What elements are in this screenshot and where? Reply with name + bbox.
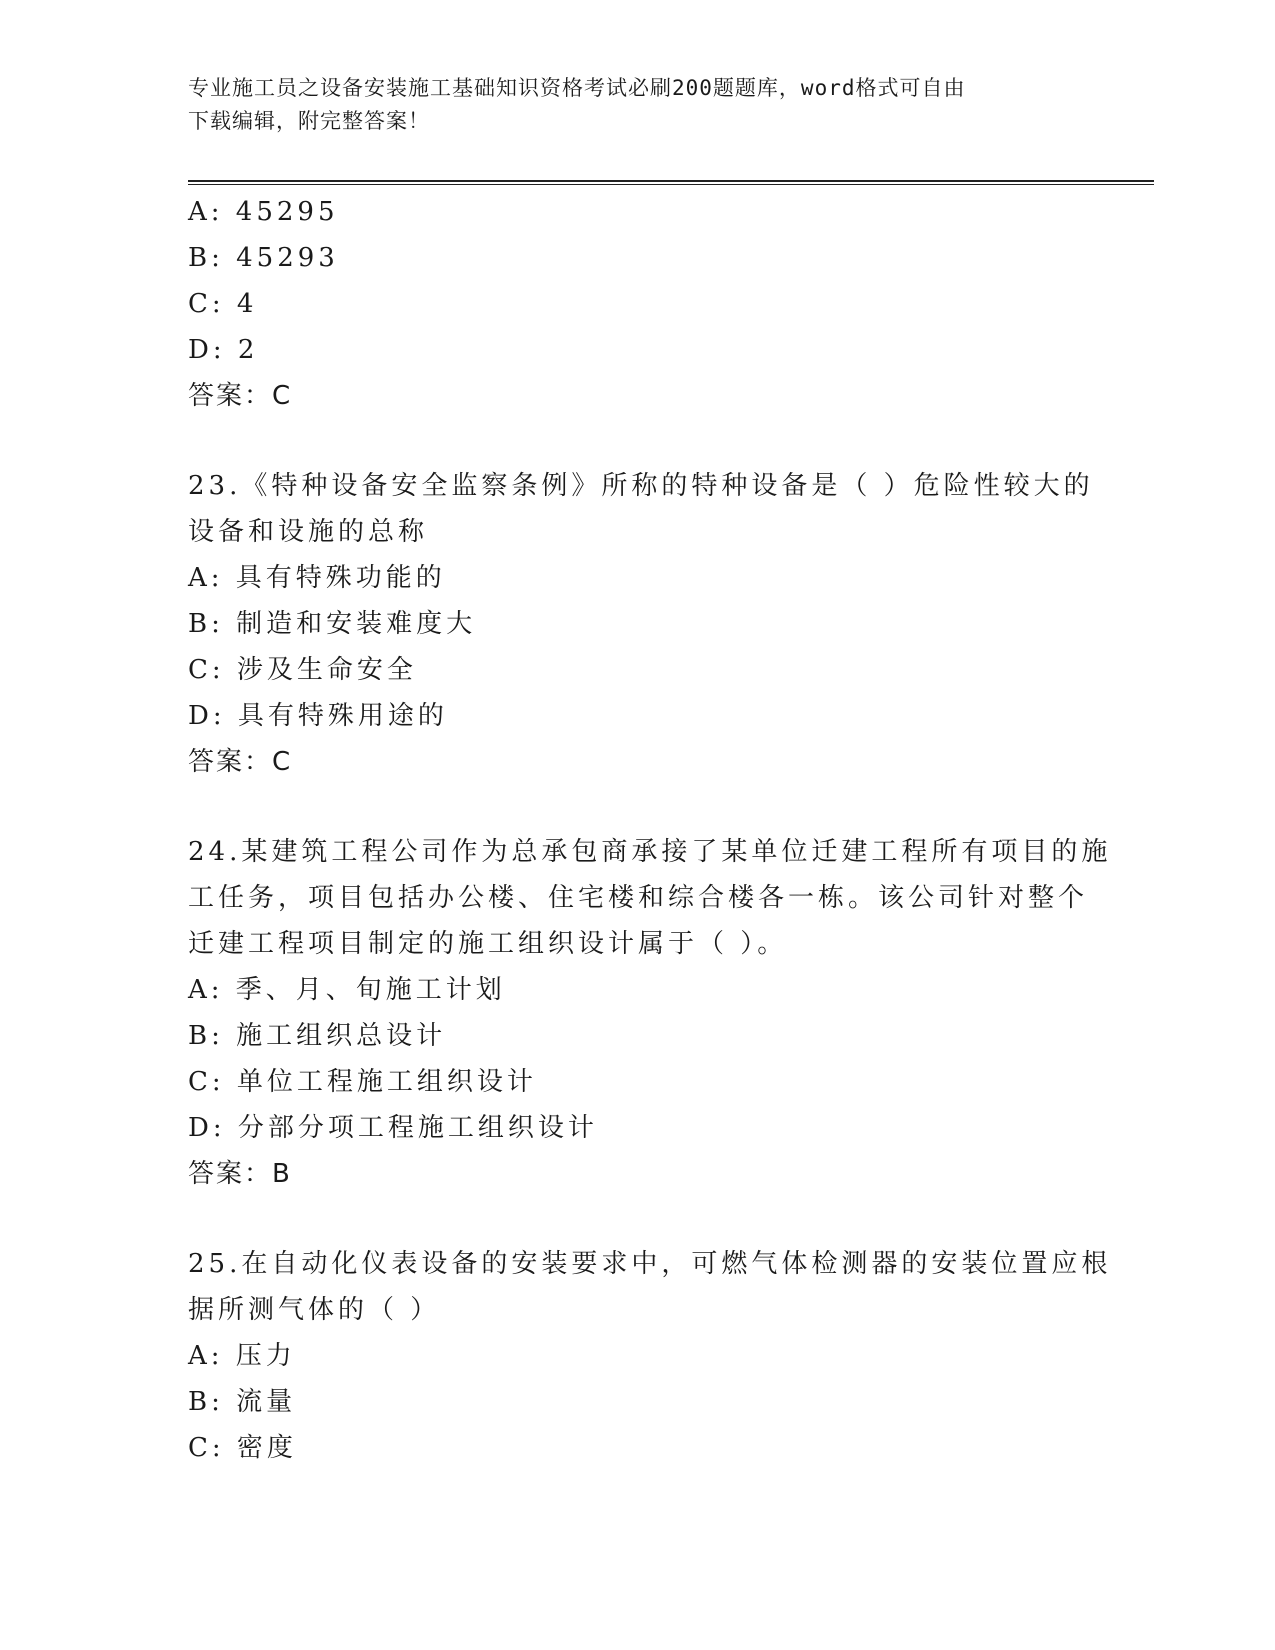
answer-line: 答案：C [188, 747, 293, 777]
option-c: C: 单位工程施工组织设计 [188, 1067, 537, 1097]
question-stem-line: 工任务，项目包括办公楼、住宅楼和综合楼各一栋。该公司针对整个 [188, 883, 1089, 913]
document-header [188, 72, 1088, 138]
question-stem-line: 24.某建筑工程公司作为总承包商承接了某单位迁建工程所有项目的施 [188, 837, 1112, 867]
option-d: D: 具有特殊用途的 [188, 701, 448, 731]
answer-line: 答案：C [188, 381, 293, 411]
option-b: B: 施工组织总设计 [188, 1021, 447, 1051]
question-stem-line: 25.在自动化仪表设备的安装要求中，可燃气体检测器的安装位置应根 [188, 1249, 1112, 1279]
question-22-continued [188, 189, 1088, 419]
option-a: A: 45295 [188, 197, 339, 227]
question-23 [188, 463, 1094, 785]
option-b: B: 流量 [188, 1387, 297, 1417]
option-d: D: 2 [188, 335, 259, 365]
spacer [188, 419, 1088, 463]
option-c: C: 4 [188, 289, 258, 319]
header-line-2: 下载编辑，附完整答案！ [188, 109, 430, 133]
option-a: A: 压力 [188, 1341, 296, 1371]
option-b: B: 制造和安装难度大 [188, 609, 477, 639]
option-d: D: 分部分项工程施工组织设计 [188, 1113, 598, 1143]
question-stem-line: 23.《特种设备安全监察条例》所称的特种设备是（ ）危险性较大的 [188, 471, 1094, 501]
question-stem-line: 设备和设施的总称 [188, 517, 429, 547]
option-c: C: 涉及生命安全 [188, 655, 417, 685]
option-c: C: 密度 [188, 1433, 297, 1463]
question-list [188, 189, 1112, 1471]
question-25 [188, 1241, 1112, 1471]
question-stem-line: 迁建工程项目制定的施工组织设计属于（ ）。 [188, 929, 788, 959]
spacer [188, 785, 1088, 829]
spacer [188, 1197, 1088, 1241]
option-a: A: 具有特殊功能的 [188, 563, 446, 593]
answer-line: 答案：B [188, 1159, 292, 1189]
header-divider [188, 180, 1154, 185]
header-line-1: 专业施工员之设备安装施工基础知识资格考试必刷200题题库，word格式可自由 [188, 76, 966, 100]
question-24 [188, 829, 1112, 1197]
option-b: B: 45293 [188, 243, 339, 273]
option-a: A: 季、月、旬施工计划 [188, 975, 506, 1005]
question-stem-line: 据所测气体的（ ） [188, 1295, 441, 1325]
